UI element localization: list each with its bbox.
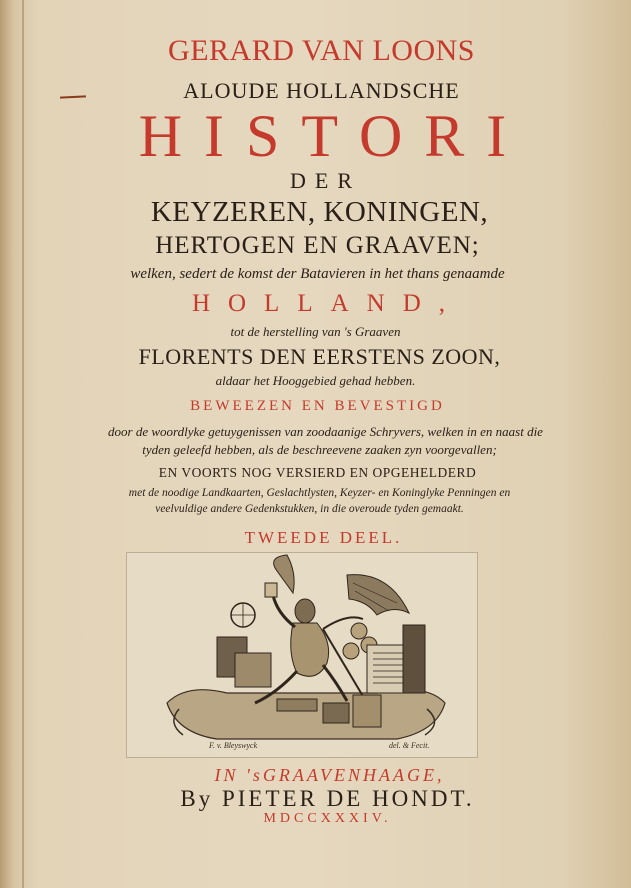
met-line: met de noodige Landkaarten, Geslachtlysten, Keyzer- en Koninglyke Penningen en	[128, 487, 511, 499]
hertogen-line: HERTOGEN EN GRAAVEN;	[155, 232, 480, 259]
subtitle-line: ALOUDE HOLLANDSCHE	[183, 78, 460, 103]
engraving-plate	[126, 552, 478, 758]
veelvuldige-line: veelvuldige andere Gedenkstukken, in die overoude tyden gemaakt.	[155, 503, 464, 515]
year-line: MDCCXXXIV.	[263, 811, 392, 826]
tot-line: tot de herstelling van 's Graaven	[230, 324, 401, 339]
main-title: HISTORI	[138, 103, 529, 169]
engraving-illustration	[127, 553, 477, 757]
author-line: GERARD VAN LOONS	[168, 34, 475, 67]
place-line: IN 'sGRAAVENHAAGE,	[214, 765, 445, 785]
holland-line: HOLLAND,	[191, 290, 464, 317]
volume-line: TWEEDE DEEL.	[244, 528, 403, 547]
engraver-signature: F. v. Bleyswyck	[209, 741, 258, 750]
tyden-line: tyden geleefd hebben, als de beschreevene zaaken zyn voorgevallen;	[142, 442, 497, 457]
beweezen-line: BEWEEZEN EN BEVESTIGD	[190, 398, 445, 414]
door-line: door de woordlyke getuygenissen van zoodaanige Schryvers, welken in en naast die	[108, 424, 543, 439]
florents-line: FLORENTS DEN EERSTENS ZOON,	[138, 344, 501, 369]
en-voorts-line: EN VOORTS NOG VERSIERD EN OPGEHELDERD	[158, 465, 477, 480]
keyzeren-line: KEYZEREN, KONINGEN,	[150, 196, 489, 228]
welken-line: welken, sedert de komst der Batavieren in het thans genaamde	[130, 266, 505, 282]
printer-line: By PIETER DE HONDT.	[180, 786, 475, 811]
aldaar-line: aldaar het Hooggebied gehad hebben.	[215, 373, 416, 388]
der-line: DER	[290, 168, 361, 193]
engraver-credit: del. & Fecit.	[389, 741, 430, 750]
